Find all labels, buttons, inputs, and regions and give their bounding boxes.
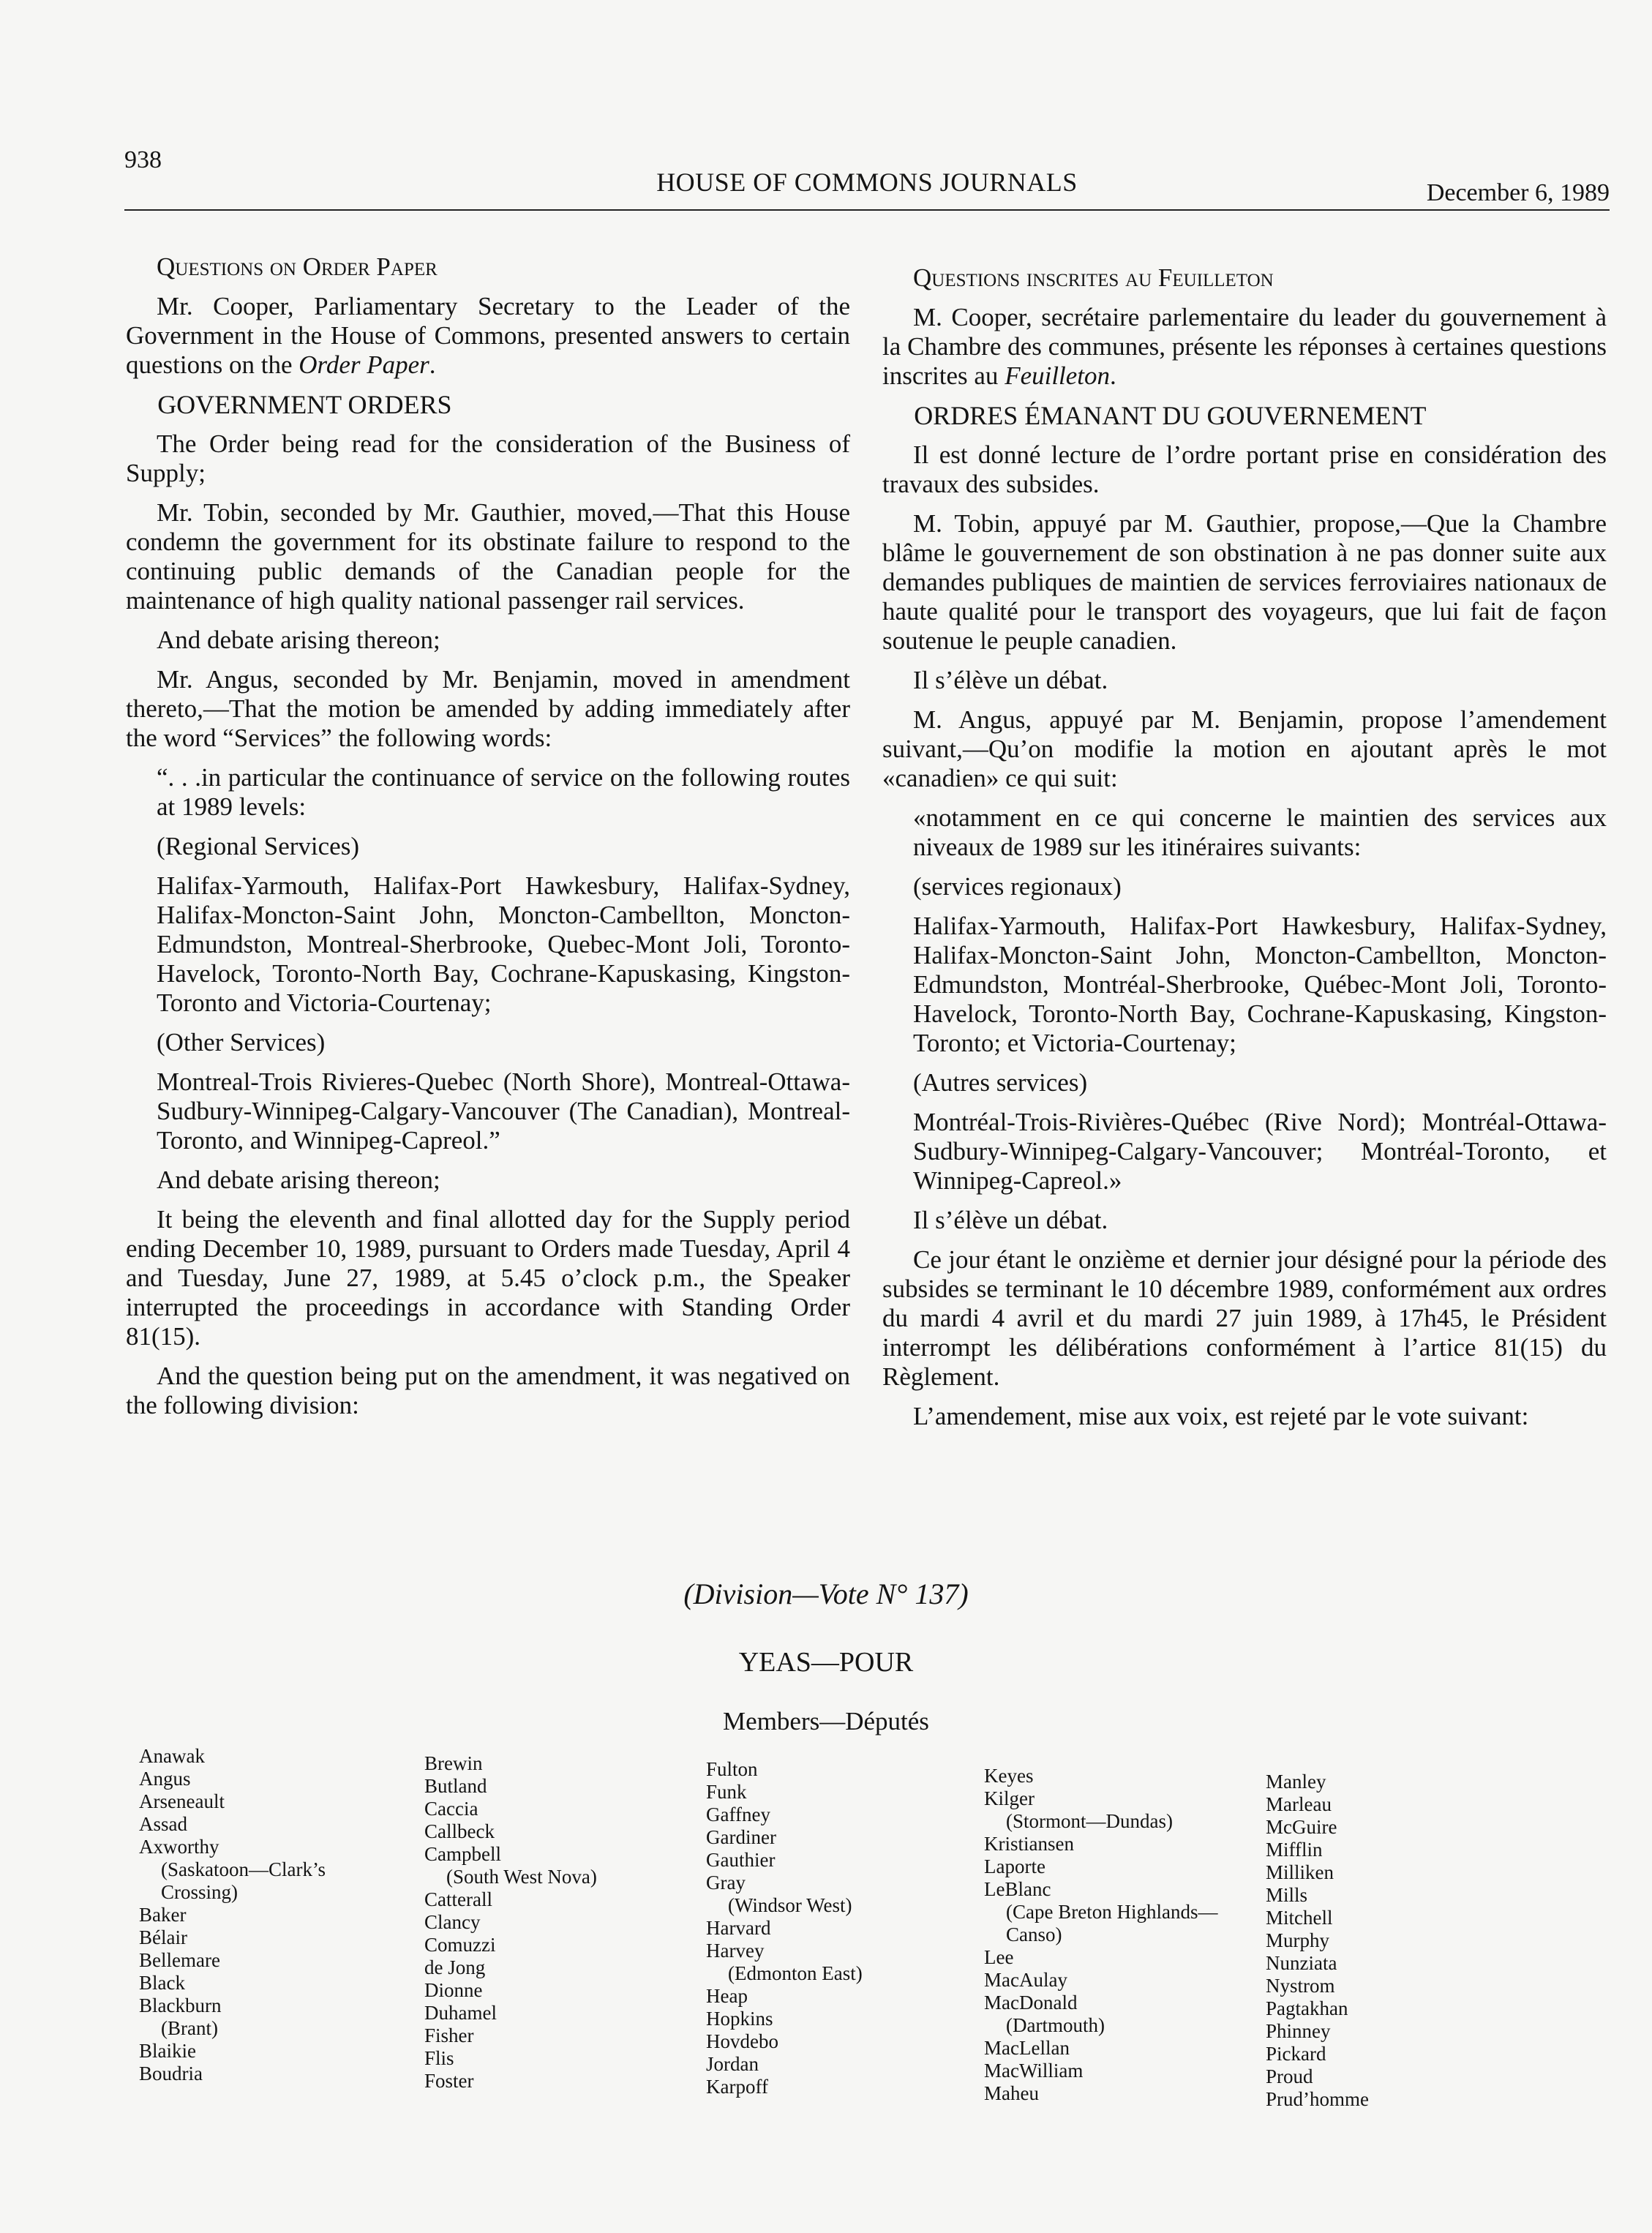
member-name: McGuire <box>1266 1816 1337 1838</box>
member-name: Clancy <box>424 1911 481 1933</box>
member-name: Prud’homme <box>1266 2088 1369 2110</box>
member-name: Hovdebo <box>706 2030 778 2052</box>
member-name: Manley <box>1266 1771 1326 1793</box>
member-name: Phinney <box>1266 2020 1331 2042</box>
member-name: Baker <box>139 1904 187 1926</box>
member-name: (Edmonton East) <box>728 1962 863 1984</box>
member-name: Fisher <box>424 2024 474 2046</box>
member-name: Canso) <box>1006 1924 1062 1945</box>
paragraph: M. Angus, appuyé par M. Benjamin, propose l’amendement suivant,—Qu’on modifie la motion en ajoutant après le mot «canadien» ce qui suit: <box>882 705 1607 792</box>
member-name: Maheu <box>984 2082 1039 2104</box>
member-name: MacAulay <box>984 1969 1067 1991</box>
quoted-text: «notamment en ce qui concerne le maintien des services aux niveaux de 1989 sur les itinéraires suivants: <box>913 803 1607 861</box>
yeas-heading: YEAS—POUR <box>738 1647 914 1678</box>
questions-heading: Questions inscrites au Feuilleton <box>913 263 1274 292</box>
member-name: Funk <box>706 1781 747 1803</box>
member-name: Assad <box>139 1813 187 1835</box>
paragraph: It being the eleventh and final allotted day for the Supply period ending December 10, 1989, pursuant to Orders made Tuesday, April 4 and Tuesday, June 27, 1989, at 5.45 o’clock p.m., the Speaker interrupted the proceedings in accordance with Standing Order 81(15). <box>126 1205 850 1351</box>
member-name: Harvard <box>706 1917 771 1939</box>
paragraph: M. Tobin, appuyé par M. Gauthier, propose,—Que la Chambre blâme le gouvernement de son obstination à ne pas donner suite aux demandes publiques de maintien de services ferroviaires nationaux de haute qualité pour le transport des voyageurs, que lui fait de façon soutenue le peuple canadien. <box>882 509 1607 655</box>
member-name: Mifflin <box>1266 1839 1323 1861</box>
members-heading: Members—Députés <box>723 1707 929 1735</box>
member-name: Nystrom <box>1266 1975 1335 1997</box>
quoted-text: (services regionaux) <box>913 872 1122 901</box>
member-name: Catterall <box>424 1888 492 1910</box>
member-name: Mitchell <box>1266 1907 1333 1929</box>
french-column <box>882 263 1607 1441</box>
member-name: Fulton <box>706 1758 758 1780</box>
paragraph: And debate arising thereon; <box>157 626 440 654</box>
member-name: (Windsor West) <box>728 1894 852 1916</box>
member-name: Jordan <box>706 2053 759 2075</box>
paragraph: Mr. Tobin, seconded by Mr. Gauthier, moved,—That this House condemn the government for its obstinate failure to respond to the continuing public demands of the Canadian people for the maintenance of high quality national passenger rail services. <box>126 498 850 615</box>
quoted-text: And debate arising thereon; <box>157 1166 440 1194</box>
member-name: Murphy <box>1266 1929 1329 1951</box>
header-rule <box>124 209 1610 211</box>
names-column-4 <box>984 1765 1217 2105</box>
paragraph: Ce jour étant le onzième et dernier jour désigné pour la période des subsides se terminant le 10 décembre 1989, conformément aux ordres du mardi 4 avril et du mardi 27 juin 1989, à 17h45, le Président interrompt les délibérations conformément à l’artice 81(15) du Règlement. <box>882 1245 1607 1391</box>
member-name: Lee <box>984 1946 1014 1968</box>
quoted-text: Halifax-Yarmouth, Halifax-Port Hawkesbury, Halifax-Sydney, Halifax-Moncton-Saint John, Moncton-Cambellton, Moncton-Edmundston, Montréal-Sherbrooke, Québec-Mont Joli, Toronto-Havelock, Toronto-North Bay, Cochrane-Kapuskasing, Kingston-Toronto; et Victoria-Courtenay; <box>913 912 1607 1057</box>
quoted-text: (Autres services) <box>913 1068 1088 1097</box>
member-name: Harvey <box>706 1940 765 1962</box>
member-name: Milliken <box>1266 1861 1334 1883</box>
quoted-text: Montréal-Trois-Rivières-Québec (Rive Nord); Montréal-Ottawa-Sudbury-Winnipeg-Calgary-Vancouver; Montréal-Toronto, et Winnipeg-Capreol.» <box>913 1108 1607 1195</box>
member-name: Gauthier <box>706 1849 776 1871</box>
member-name: Duhamel <box>424 2002 497 2024</box>
paragraph: Mr. Angus, seconded by Mr. Benjamin, moved in amendment thereto,—That the motion be amended by adding immediately after the word “Services” the following words: <box>126 665 850 752</box>
member-name: Gardiner <box>706 1826 776 1848</box>
questions-paragraph: Mr. Cooper, Parliamentary Secretary to the Leader of the Government in the House of Commons, presented answers to certain questions on the Order Paper. <box>126 292 850 379</box>
questions-heading: Questions on Order Paper <box>157 252 438 281</box>
english-column <box>126 252 850 1430</box>
member-name: Kristiansen <box>984 1833 1074 1855</box>
member-name: Pagtakhan <box>1266 1997 1348 2019</box>
member-name: Caccia <box>424 1798 478 1820</box>
member-name: Nunziata <box>1266 1952 1337 1974</box>
member-name: Gaffney <box>706 1804 770 1825</box>
paragraph: And the question being put on the amendment, it was negatived on the following division: <box>126 1362 850 1419</box>
member-name: MacWilliam <box>984 2060 1084 2082</box>
member-name: Blackburn <box>139 1994 222 2016</box>
member-name: MacLellan <box>984 2037 1070 2059</box>
member-name: Boudria <box>139 2063 203 2084</box>
member-name: Foster <box>424 2070 474 2092</box>
member-name: (South West Nova) <box>446 1866 597 1888</box>
member-name: Heap <box>706 1985 748 2007</box>
paragraph: Il est donné lecture de l’ordre portant prise en considération des travaux des subsides. <box>882 440 1607 498</box>
government-orders-heading: ORDRES ÉMANANT DU GOUVERNEMENT <box>914 401 1427 430</box>
member-name: Marleau <box>1266 1793 1332 1815</box>
member-name: (Dartmouth) <box>1006 2014 1105 2036</box>
quoted-text: (Regional Services) <box>157 832 359 860</box>
member-name: Black <box>139 1972 185 1994</box>
member-name: Keyes <box>984 1765 1034 1787</box>
names-column-5 <box>1266 1771 1369 2111</box>
member-name: Anawak <box>139 1745 205 1767</box>
member-name: Brewin <box>424 1752 483 1774</box>
names-column-2 <box>424 1752 597 2093</box>
member-name: Blaikie <box>139 2040 196 2062</box>
member-name: (Stormont—Dundas) <box>1006 1810 1173 1832</box>
member-name: (Brant) <box>161 2017 218 2039</box>
paragraph: Il s’élève un débat. <box>913 666 1108 694</box>
page-header <box>124 146 1610 212</box>
running-head: HOUSE OF COMMONS JOURNALS <box>656 168 1078 197</box>
page-number: 938 <box>124 146 162 173</box>
member-name: Gray <box>706 1872 746 1894</box>
member-name: Butland <box>424 1775 487 1797</box>
quoted-text: Montreal-Trois Rivieres-Quebec (North Shore), Montreal-Ottawa-Sudbury-Winnipeg-Calgary-Vancouver (The Canadian), Montreal-Toronto, and Winnipeg-Capreol.” <box>157 1067 850 1155</box>
member-name: Mills <box>1266 1884 1308 1906</box>
names-column-3 <box>706 1758 863 2098</box>
header-date: December 6, 1989 <box>1426 179 1610 206</box>
member-name: Pickard <box>1266 2043 1326 2065</box>
quoted-text: Halifax-Yarmouth, Halifax-Port Hawkesbury, Halifax-Sydney, Halifax-Moncton-Saint John, Moncton-Cambellton, Moncton-Edmundston, Montreal-Sherbrooke, Quebec-Mont Joli, Toronto-Havelock, Toronto-North Bay, Cochrane-Kapuskasing, Kingston-Toronto and Victoria-Courtenay; <box>157 871 850 1017</box>
member-name: Proud <box>1266 2065 1313 2087</box>
member-name: Axworthy <box>139 1836 219 1858</box>
member-name: Bélair <box>139 1926 187 1948</box>
quoted-text: (Other Services) <box>157 1028 326 1057</box>
member-name: Kilger <box>984 1787 1035 1809</box>
member-name: Campbell <box>424 1843 501 1865</box>
member-name: Karpoff <box>706 2076 768 2098</box>
member-name: Hopkins <box>706 2008 773 2030</box>
paragraph: L’amendement, mise aux voix, est rejeté par le vote suivant: <box>913 1402 1529 1430</box>
member-name: Angus <box>139 1768 191 1790</box>
member-name: Bellemare <box>139 1949 220 1971</box>
member-name: Laporte <box>984 1855 1045 1877</box>
government-orders-heading: GOVERNMENT ORDERS <box>157 390 452 419</box>
member-name: MacDonald <box>984 1992 1078 2014</box>
member-name: Crossing) <box>161 1881 239 1903</box>
member-name: Comuzzi <box>424 1934 496 1956</box>
names-column-1 <box>139 1745 326 2085</box>
questions-paragraph: M. Cooper, secrétaire parlementaire du leader du gouvernement à la Chambre des communes, présente les réponses à certaines questions inscrites au Feuilleton. <box>882 303 1607 390</box>
member-name: Arseneault <box>139 1790 225 1812</box>
member-name: Flis <box>424 2047 454 2069</box>
quoted-text: “. . .in particular the continuance of service on the following routes at 1989 levels: <box>157 763 850 821</box>
division-title: (Division—Vote N° 137) <box>683 1577 969 1610</box>
member-name: (Cape Breton Highlands— <box>1006 1901 1218 1923</box>
quoted-text: Il s’élève un débat. <box>913 1206 1108 1234</box>
member-name: Callbeck <box>424 1820 495 1842</box>
member-name: (Saskatoon—Clark’s <box>161 1858 326 1880</box>
paragraph: The Order being read for the consideration of the Business of Supply; <box>126 429 850 487</box>
member-name: LeBlanc <box>984 1878 1051 1900</box>
member-name: de Jong <box>424 1956 486 1978</box>
member-name: Dionne <box>424 1979 483 2001</box>
